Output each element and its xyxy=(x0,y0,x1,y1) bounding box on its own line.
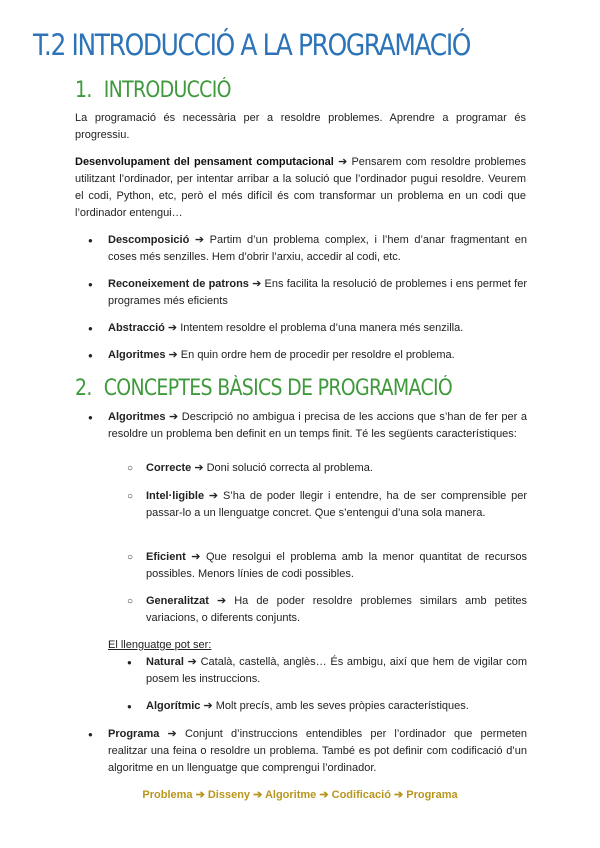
intro-paragraph: La programació és necessària per a resoldre problemes. Aprendre a programar és progressiu. xyxy=(75,112,526,141)
definition: Partim d’un problema complex, i l’hem d’anar fragmentant en coses més senzilles. Hem d’obrir l’arxiu, accedir al codi, etc. xyxy=(108,234,527,263)
definition: Ha de poder resoldre problemes similars amb petites variacions, o diferents conjunts. xyxy=(146,595,528,624)
list-item xyxy=(146,593,527,627)
term: Algorítmic xyxy=(146,700,201,712)
arrow-icon: ➔ xyxy=(208,490,219,502)
definition: Que resolgui el problema amb la menor quantitat de recursos possibles. Menors línies de codi possibles. xyxy=(146,551,527,580)
arrow-icon: ➔ xyxy=(167,322,178,334)
list-item xyxy=(108,409,527,443)
list-item xyxy=(146,549,527,583)
arrow-icon: ➔ xyxy=(167,728,177,740)
arrow-icon: ➔ xyxy=(217,595,227,607)
definition: Intentem resoldre el problema d’una manera més senzilla. xyxy=(177,322,464,334)
list-item xyxy=(146,488,527,522)
term: Generalitzat xyxy=(146,595,209,607)
term: Algoritmes xyxy=(108,349,166,361)
term: Natural xyxy=(146,656,184,668)
list-item xyxy=(146,654,527,688)
term: Correcte xyxy=(146,462,192,474)
arrow-icon: ➔ xyxy=(169,411,179,423)
term: Intel·ligible xyxy=(146,490,205,502)
arrow-icon: ➔ xyxy=(252,278,262,290)
arrow-icon: ➔ xyxy=(194,234,205,246)
list-item xyxy=(108,276,527,310)
arrow-icon: ➔ xyxy=(338,156,348,168)
process-flow-footer: Problema ➔ Disseny ➔ Algoritme ➔ Codificació ➔ Programa xyxy=(142,789,458,801)
definition: Pensarem com resoldre problemes utilitzant l’ordinador, per intentar arribar a la solució que l’ordinador pugui resoldre. Veurem el codi, Python, etc, però el més difícil és com transformar un problema en un codi que l’ordinador entengui… xyxy=(75,156,526,219)
list-item xyxy=(146,698,527,715)
term: Programa xyxy=(108,728,160,740)
arrow-icon: ➔ xyxy=(191,551,201,563)
section-2-title: CONCEPTES BÀSICS DE PROGRAMACIÓ xyxy=(103,376,453,401)
section-1-heading xyxy=(75,78,231,103)
list-item xyxy=(108,232,527,266)
section-1-title: INTRODUCCIÓ xyxy=(103,78,231,103)
definition: S’ha de poder llegir i entendre, ha de ser comprensible per passar-lo a un llenguatge concret. Que s’entengui d’una sola manera. xyxy=(146,490,527,519)
computational-thinking-paragraph xyxy=(75,154,526,222)
term: Eficient xyxy=(146,551,186,563)
section-2-number: 2. xyxy=(75,376,92,401)
language-label: El llenguatge pot ser: xyxy=(108,639,212,651)
arrow-icon: ➔ xyxy=(168,349,178,361)
list-item xyxy=(108,320,527,337)
definition: Molt precís, amb les seves pròpies característiques. xyxy=(212,700,469,712)
term: Abstracció xyxy=(108,322,165,334)
list-item xyxy=(108,347,527,364)
definition: Descripció no ambigua i precisa de les accions que s’han de fer per a resoldre un problema ben definit en un temps finit. Té les següents característiques: xyxy=(108,411,527,440)
definition: En quin ordre hem de procedir per resoldre el problema. xyxy=(177,349,455,361)
definition: Conjunt d’instruccions entendibles per l’ordinador que permeten realitzar una feina o resoldre un problema. També es pot definir com codificació d’un algoritme en un llenguatge que comprengui l’ordinador. xyxy=(108,728,527,774)
definition: Ens facilita la resolució de problemes i ens permet fer programes més eficients xyxy=(108,278,528,307)
arrow-icon: ➔ xyxy=(203,700,213,712)
arrow-icon: ➔ xyxy=(187,656,197,668)
term: Reconeixement de patrons xyxy=(108,278,249,290)
section-1-number: 1. xyxy=(75,78,92,103)
term: Algoritmes xyxy=(108,411,166,423)
term: Descomposició xyxy=(108,234,190,246)
arrow-icon: ➔ xyxy=(194,462,204,474)
definition: Català, castellà, anglès… És ambigu, així que hem de vigilar com posem les instruccions. xyxy=(146,656,528,685)
list-item xyxy=(108,726,527,777)
list-item xyxy=(146,460,527,477)
definition: Doni solució correcta al problema. xyxy=(203,462,373,474)
page-title: T.2 INTRODUCCIÓ A LA PROGRAMACIÓ xyxy=(33,28,471,62)
section-2-heading xyxy=(75,376,452,401)
term: Desenvolupament del pensament computacional xyxy=(75,156,334,168)
